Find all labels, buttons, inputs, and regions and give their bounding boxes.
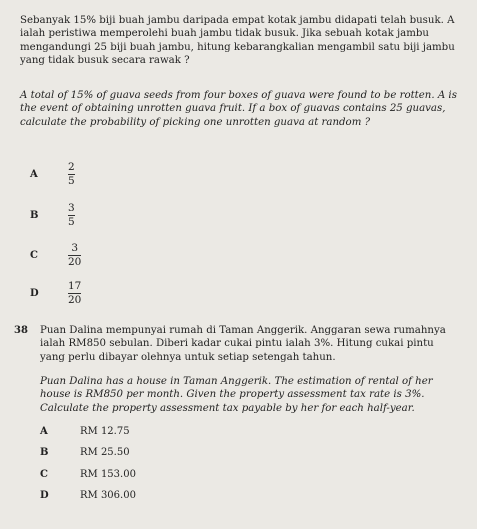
option-fraction (68, 162, 75, 187)
option-value: RM 12.75 (80, 426, 130, 437)
q37-english-text: A total of 15% of guava seeds from four boxes of guava were found to be rotten. A is the event of obtaining unrotten guava fruit. If a box of guavas contains 25 guavas, calculate the probability of picking one unrotten guava at random ? (20, 90, 457, 128)
q38-number: 38 (14, 325, 28, 336)
fraction-numerator: 3 (68, 202, 75, 214)
option-value: RM 25.50 (80, 447, 130, 458)
q38-option-c[interactable] (40, 469, 136, 480)
fraction-denominator: 5 (68, 175, 75, 187)
option-letter: B (30, 210, 39, 221)
option-letter: A (30, 169, 38, 180)
fraction-numerator: 2 (68, 161, 75, 173)
fraction-numerator: 3 (71, 242, 79, 254)
option-value: RM 153.00 (80, 469, 136, 480)
option-letter: D (30, 288, 39, 299)
option-letter: C (30, 250, 38, 261)
q37-option-a[interactable] (30, 162, 75, 187)
q37-option-b[interactable] (30, 203, 75, 228)
option-letter: C (40, 469, 48, 480)
q38-malay-text: Puan Dalina mempunyai rumah di Taman Anggerik. Anggaran sewa rumahnya ialah RM850 sebulan. Diberi kadar cukai pintu ialah 3%. Hitung cukai pintu yang perlu dibayar olehnya untuk setiap setengah tahun. (40, 325, 446, 363)
q38-option-d[interactable] (40, 490, 136, 501)
fraction-denominator: 20 (68, 294, 82, 306)
q37-option-c[interactable] (30, 243, 81, 268)
q38-option-a[interactable] (40, 426, 130, 437)
option-letter: B (40, 447, 49, 458)
option-letter: D (40, 490, 49, 501)
q38-english-text: Puan Dalina has a house in Taman Anggerik. The estimation of rental of her house is RM850 per month. Given the property assessment tax rate is 3%. Calculate the property assessment tax payable by her for each half-year. (40, 376, 433, 414)
option-fraction (68, 281, 81, 306)
q37-option-d[interactable] (30, 281, 81, 306)
fraction-numerator: 17 (68, 280, 82, 292)
q38-option-b[interactable] (40, 447, 130, 458)
q37-malay-text: Sebanyak 15% biji buah jambu daripada empat kotak jambu didapati telah busuk. A ialah peristiwa memperolehi buah jambu tidak busuk. Jika sebuah kotak jambu mengandungi 25 biji buah jambu, hitung kebarangkalian mengambil satu biji jambu yang tidak busuk secara rawak ? (20, 15, 455, 66)
option-fraction (68, 243, 81, 268)
option-value: RM 306.00 (80, 490, 136, 501)
fraction-denominator: 20 (68, 256, 82, 268)
fraction-denominator: 5 (68, 216, 75, 228)
option-fraction (68, 203, 75, 228)
option-letter: A (40, 426, 48, 437)
